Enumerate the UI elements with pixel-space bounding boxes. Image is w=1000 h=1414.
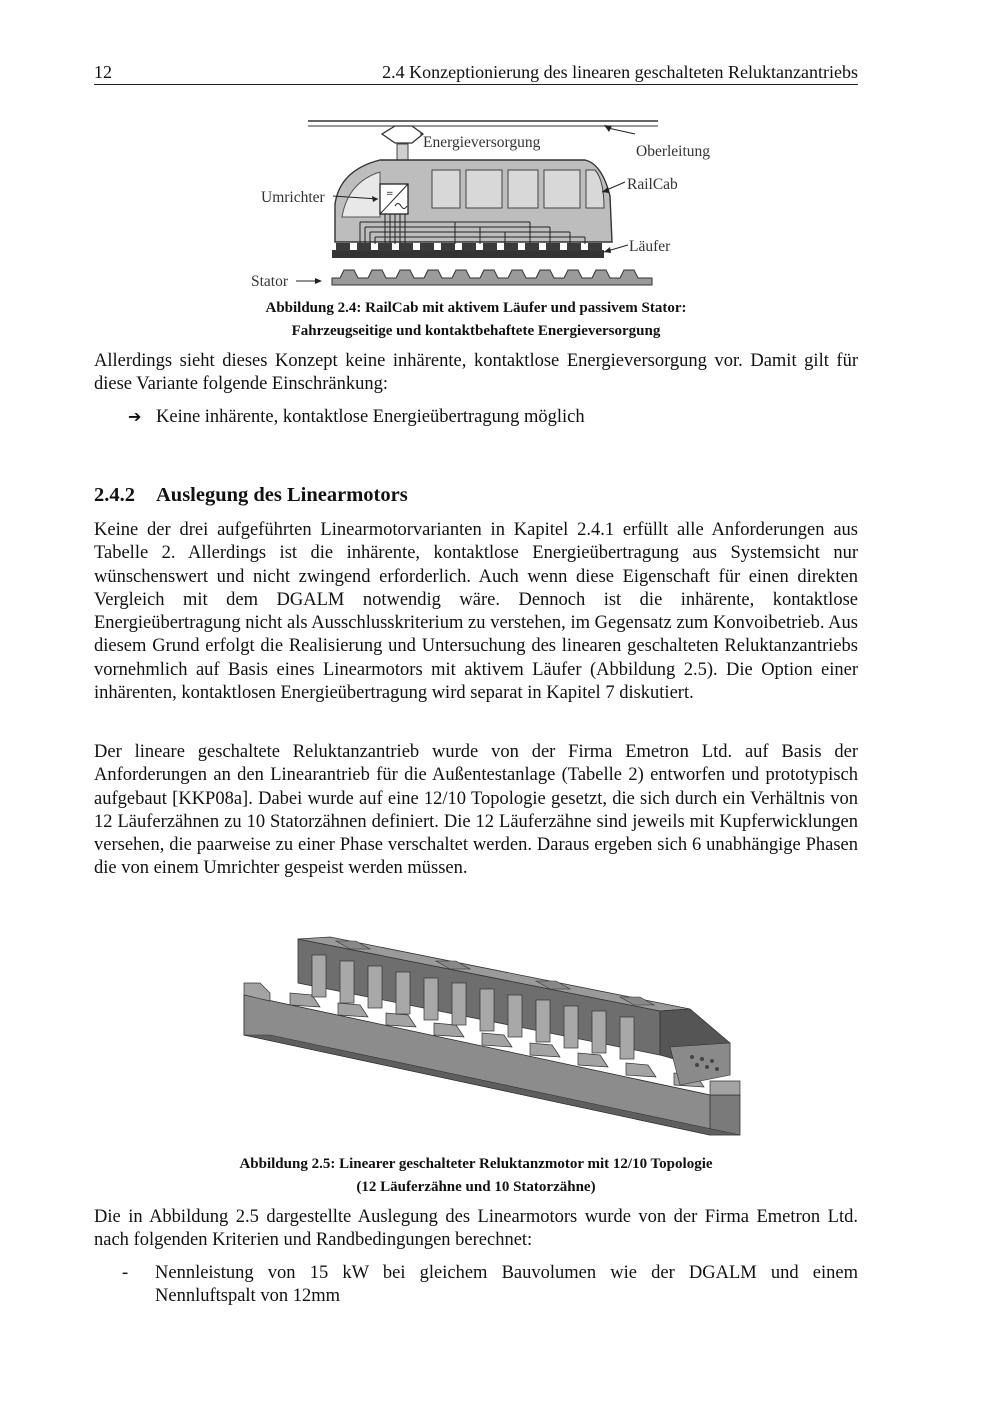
railcab-diagram	[240, 112, 740, 297]
label-railcab: RailCab	[627, 176, 678, 193]
paragraph: Keine der drei aufgeführten Linearmotorvarianten in Kapitel 2.4.1 erfüllt alle Anforderungen aus Tabelle 2. Allerdings ist die inhärente, kontaktlose Energieübertragung aus Systemsicht nur wünschenswert und nicht zwingend erforderlich. Auch wenn diese Eigenschaft für einen direkten Vergleich mit dem DGALM notwendig wäre. Dennoch ist die inhärente, kontaktlose Energieübertragung nicht als Ausschlusskriterium zu verstehen, im Gegensatz zum Konvoibetrieb. Aus diesem Grund erfolgt die Realisierung und Untersuchung des linearen geschalteten Reluktanzantriebs vornehmlich auf Basis eines Linearmotors mit aktivem Läufer (Abbildung 2.5). Die Option einer inhärenten, kontaktlosen Energieübertragung wird separat in Kapitel 7 diskutiert.	[94, 520, 858, 704]
caption-line: Abbildung 2.5: Linearer geschalteter Reluktanzmotor mit 12/10 Topologie	[239, 1156, 713, 1172]
section-heading	[94, 484, 408, 507]
svg-text:=: =	[386, 189, 394, 199]
label-laeufer: Läufer	[629, 238, 671, 255]
page-number: 12	[94, 62, 112, 82]
label-energieversorgung: Energieversorgung	[423, 134, 541, 151]
list-item-text: Nennleistung von 15 kW bei gleichem Bauvolumen wie der DGALM und einem Nennluftspalt von 12mm	[155, 1263, 858, 1307]
right-arrow-icon: ➔	[128, 407, 142, 426]
running-header	[94, 60, 858, 85]
pantograph-shape	[382, 126, 423, 143]
linear-motor-render	[240, 935, 750, 1145]
rotor-bar	[332, 250, 604, 258]
stator-shape	[332, 270, 652, 285]
list-dash: -	[122, 1263, 129, 1283]
label-umrichter: Umrichter	[261, 189, 325, 206]
figure-2-4-caption	[94, 297, 858, 343]
header-section-title: 2.4 Konzeptionierung des linearen geschalteten Reluktanzantriebs	[382, 62, 858, 82]
caption-line: (12 Läuferzähne und 10 Statorzähne)	[356, 1179, 596, 1195]
label-stator: Stator	[251, 273, 289, 290]
figure-2-5-caption	[94, 1153, 858, 1199]
section-number: 2.4.2	[94, 484, 135, 506]
caption-line: Fahrzeugseitige und kontaktbehaftete Energieversorgung	[291, 323, 661, 339]
label-oberleitung: Oberleitung	[636, 143, 711, 160]
conclusion-line	[128, 407, 585, 428]
paragraph: Allerdings sieht dieses Konzept keine inhärente, kontaktlose Energieversorgung vor. Damit gilt für diese Variante folgende Einschränkung:	[94, 351, 858, 395]
caption-line: Abbildung 2.4: RailCab mit aktivem Läufer und passivem Stator:	[265, 300, 687, 316]
conclusion-text: Keine inhärente, kontaktlose Energieübertragung möglich	[156, 407, 585, 427]
paragraph: Der lineare geschaltete Reluktanzantrieb wurde von der Firma Emetron Ltd. auf Basis der Anforderungen an den Linearantrieb für die Außentestanlage (Tabelle 2) entworfen und prototypisch aufgebaut [KKP08a]. Dabei wurde auf eine 12/10 Topologie gesetzt, die sich durch ein Verhältnis von 12 Läuferzähnen zu 10 Statorzähnen definiert. Die 12 Läuferzähne sind jeweils mit Kupferwicklungen versehen, die paarweise zu einer Phase verschaltet werden. Daraus ergeben sich 6 unabhängige Phasen die von einem Umrichter gespeist werden müssen.	[94, 742, 858, 879]
section-title: Auslegung des Linearmotors	[156, 484, 408, 506]
paragraph: Die in Abbildung 2.5 dargestellte Auslegung des Linearmotors wurde von der Firma Emetron Ltd. nach folgenden Kriterien und Randbedingungen berechnet:	[94, 1207, 858, 1251]
